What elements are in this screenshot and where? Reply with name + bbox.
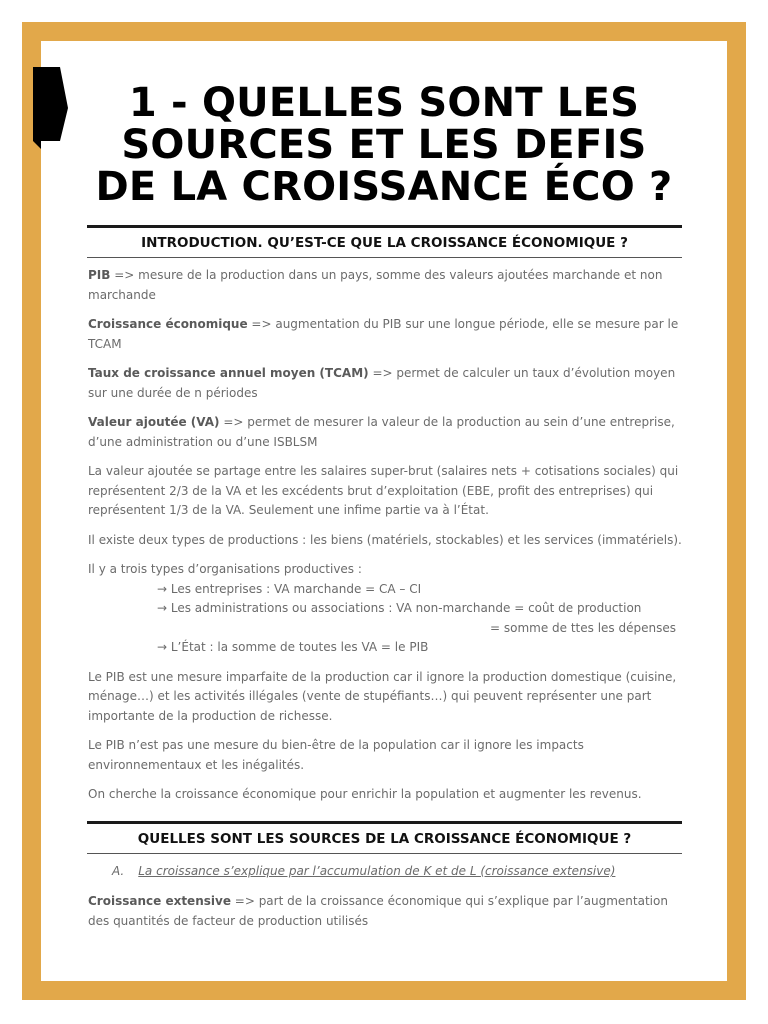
title-line-1: 1 - QUELLES SONT LES [128,80,640,126]
paragraph-types-organisations: Il y a trois types d’organisations productives : [88,562,362,576]
list-item-etat: → L’État : la somme de toutes les VA = le PIB [157,640,429,654]
section-heading-introduction: INTRODUCTION. QU’EST-CE QUE LA CROISSANCE ÉCONOMIQUE ? [87,225,682,258]
list-item-administrations-cont: = somme de ttes les dépenses [490,620,676,635]
sources-body [88,892,686,931]
title-line-2: SOURCES ET LES DEFIS [121,122,647,168]
term-tcam: Taux de croissance annuel moyen (TCAM) [88,366,369,380]
paragraph-pourquoi: On cherche la croissance économique pour enrichir la population et augmenter les revenus. [88,787,642,801]
paragraph-tcam: Taux de croissance annuel moyen (TCAM) => permet de calculer un taux d’évolution moyen sur une durée de n périodes [88,366,676,400]
term-va: Valeur ajoutée (VA) [88,415,220,429]
page-title [78,82,690,208]
section-heading-sources: QUELLES SONT LES SOURCES DE LA CROISSANCE ÉCONOMIQUE ? [87,821,682,854]
paragraph-croissance: Croissance économique => augmentation du PIB sur une longue période, elle se mesure par le TCAM [88,317,679,351]
paragraph-pib: PIB => mesure de la production dans un pays, somme des valeurs ajoutées marchande et non marchande [88,268,663,302]
term-pib: PIB [88,268,111,282]
subheading-text: La croissance s’explique par l’accumulation de K et de L (croissance extensive) [138,864,616,878]
term-extensive: Croissance extensive [88,894,231,908]
subheading-a [112,864,672,878]
subheading-letter: A. [112,864,125,878]
list-item-entreprises: → Les entreprises : VA marchande = CA – CI [157,581,422,596]
paragraph-va: Valeur ajoutée (VA) => permet de mesurer la valeur de la production au sein d’une entreprise, d’une administration ou d’une ISBLSM [88,415,675,449]
paragraph-pib-imparfait: Le PIB est une mesure imparfaite de la production car il ignore la production domestique (cuisine, ménage…) et les activités illégales (vente de stupéfiants…) qui peuvent représenter une part importante de la production de richesse. [88,669,677,723]
paragraph-types-productions: Il existe deux types de productions : les biens (matériels, stockables) et les services (immatériels). [88,532,682,547]
intro-body [88,266,686,805]
paragraph-extensive: Croissance extensive => part de la croissance économique qui s’explique par l’augmentation des quantités de facteur de production utilisés [88,894,668,928]
title-line-3: DE LA CROISSANCE ÉCO ? [95,164,673,210]
list-item-administrations: → Les administrations ou associations : VA non-marchande = coût de production [157,601,642,615]
paragraph-partage: La valeur ajoutée se partage entre les salaires super-brut (salaires nets + cotisations sociales) qui représentent 2/3 de la VA et les excédents brut d’exploitation (EBE, profit des entreprises) qui représentent 1/3 de la VA. Seulement une infime partie va à l’État. [88,464,679,517]
paragraph-bien-etre: Le PIB n’est pas une mesure du bien-être de la population car il ignore les impacts environnementaux et les inégalités. [88,738,584,772]
term-croissance: Croissance économique [88,317,248,331]
bookmark-icon [33,67,68,149]
